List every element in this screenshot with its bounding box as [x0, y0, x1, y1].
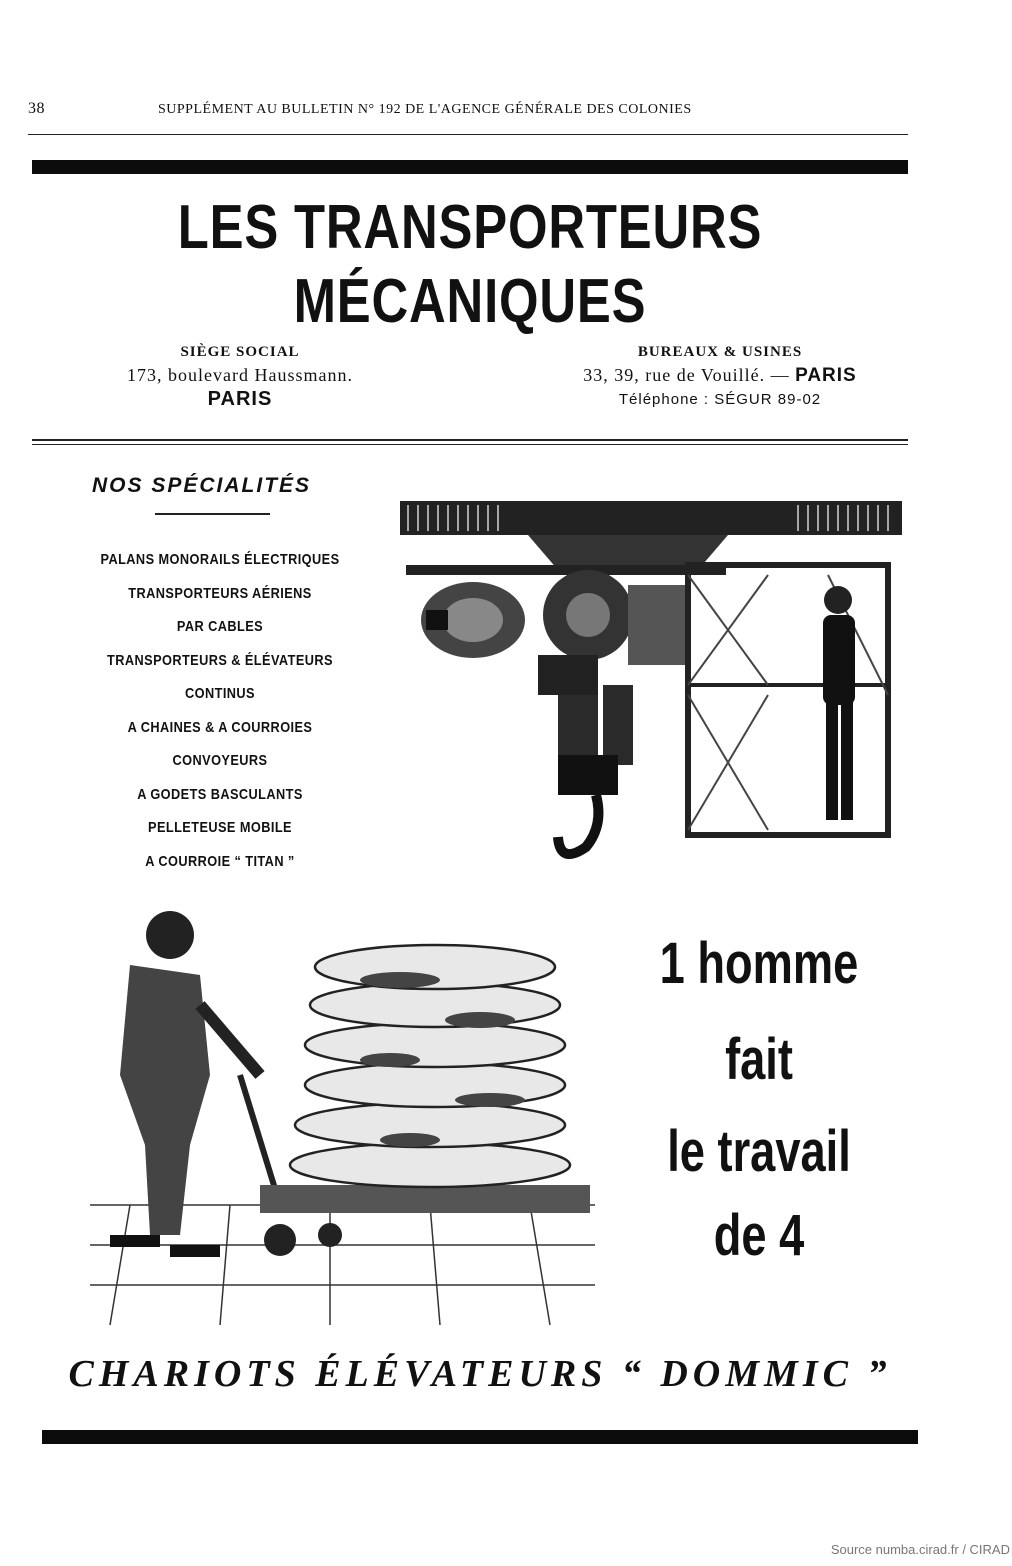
slogan-line-1: 1 homme: [659, 931, 859, 996]
list-item: TRANSPORTEURS AÉRIENS: [128, 584, 312, 602]
slogan-line-2: fait: [725, 1027, 793, 1092]
bureaux-block: [530, 344, 910, 408]
title-line-2: MÉCANIQUES: [293, 267, 647, 336]
bureaux-label: BUREAUX & USINES: [637, 344, 803, 360]
header-rule: [28, 134, 908, 135]
siege-label: SIÈGE SOCIAL: [180, 344, 300, 360]
slogan-line-3: le travail: [667, 1119, 851, 1184]
specialites-underline: [155, 513, 270, 515]
list-item: A COURROIE “ TITAN ”: [145, 852, 295, 870]
specialites-title: NOS SPÉCIALITÉS: [92, 474, 312, 497]
title-line-1: LES TRANSPORTEURS: [177, 193, 763, 262]
list-item: PELLETEUSE MOBILE: [148, 819, 292, 836]
page-number: 38: [28, 100, 45, 117]
siege-city: PARIS: [207, 388, 273, 410]
specialites-list: [70, 548, 370, 883]
trolley-illustration: [90, 905, 595, 1330]
top-thick-rule: [32, 160, 908, 174]
bureaux-phone: Téléphone : SÉGUR 89-02: [618, 391, 822, 408]
bureaux-city: PARIS: [795, 365, 857, 386]
siege-block: [50, 344, 430, 411]
list-item: A CHAINES & A COURROIES: [127, 718, 313, 736]
crane-illustration: [398, 495, 906, 875]
list-item: PALANS MONORAILS ÉLECTRIQUES: [100, 551, 340, 568]
list-item: PAR CABLES: [176, 618, 264, 635]
address-rule-2: [32, 444, 908, 445]
source-credit[interactable]: Source numba.cirad.fr / CIRAD: [830, 1542, 1010, 1557]
slogan-line-4: de 4: [713, 1203, 805, 1268]
list-item: CONVOYEURS: [172, 752, 268, 769]
bottom-thick-rule: [42, 1430, 918, 1444]
footer-title: CHARIOTS ÉLÉVATEURS “ DOMMIC ”: [68, 1353, 892, 1395]
bureaux-address: 33, 39, rue de Vouillé. —: [583, 365, 790, 385]
list-item: CONTINUS: [185, 685, 255, 702]
list-item: TRANSPORTEURS & ÉLÉVATEURS: [107, 651, 333, 669]
list-item: A GODETS BASCULANTS: [137, 785, 303, 803]
siege-address: 173, boulevard Haussmann.: [127, 365, 353, 385]
address-rule-1: [32, 439, 908, 441]
running-title: SUPPLÉMENT AU BULLETIN N° 192 DE L'AGENCE GÉNÉRALE DES COLONIES: [158, 102, 692, 117]
running-header: [28, 100, 908, 124]
